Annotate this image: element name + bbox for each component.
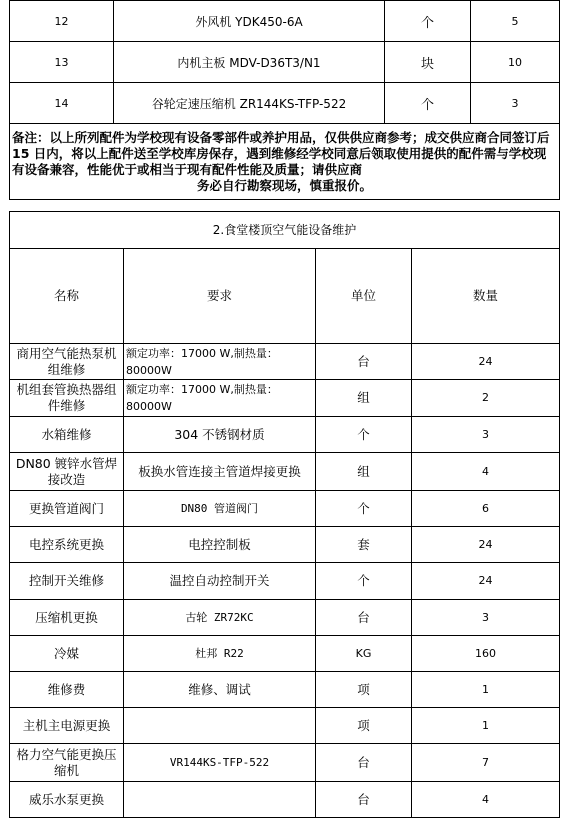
item-quantity: 2 <box>412 380 560 417</box>
item-name: 电控系统更换 <box>10 527 124 563</box>
part-quantity: 5 <box>471 1 560 42</box>
item-unit: 个 <box>316 563 412 600</box>
part-unit: 个 <box>385 1 471 42</box>
table-row <box>10 782 560 818</box>
part-quantity: 3 <box>471 83 560 124</box>
table-title: 2.食堂楼顶空气能设备维护 <box>10 212 560 249</box>
item-quantity: 24 <box>412 527 560 563</box>
item-quantity: 3 <box>412 417 560 453</box>
item-name: 商用空气能热泵机组维修 <box>10 344 124 380</box>
item-requirement: 维修、调试 <box>124 672 316 708</box>
item-requirement: 额定功率：17000 W,制热量：80000W <box>124 380 316 417</box>
table-row <box>10 527 560 563</box>
remarks-text-end: 务必自行勘察现场，慎重报价。 <box>196 177 372 193</box>
item-name: 压缩机更换 <box>10 600 124 636</box>
item-quantity: 7 <box>412 744 560 782</box>
table-row <box>10 380 560 417</box>
table-row <box>10 600 560 636</box>
part-quantity: 10 <box>471 42 560 83</box>
table-row <box>10 563 560 600</box>
part-name: 内机主板 MDV-D36T3/N1 <box>114 42 385 83</box>
item-unit: 台 <box>316 344 412 380</box>
table-row <box>10 83 560 124</box>
part-unit: 块 <box>385 42 471 83</box>
maintenance-table <box>9 211 560 818</box>
parts-table <box>9 0 560 200</box>
item-requirement <box>124 782 316 818</box>
table-row <box>10 417 560 453</box>
item-requirement: 304 不锈钢材质 <box>124 417 316 453</box>
table-row <box>10 344 560 380</box>
item-unit: 项 <box>316 708 412 744</box>
table-row <box>10 453 560 491</box>
item-name: 机组套管换热器组件维修 <box>10 380 124 417</box>
part-name: 谷轮定速压缩机 ZR144KS-TFP-522 <box>114 83 385 124</box>
header-requirement: 要求 <box>124 249 316 344</box>
item-name: 威乐水泵更换 <box>10 782 124 818</box>
item-requirement: 电控控制板 <box>124 527 316 563</box>
table-row <box>10 491 560 527</box>
table-row <box>10 744 560 782</box>
item-unit: 台 <box>316 600 412 636</box>
remarks-text: 备注：以上所列配件为学校现有设备零部件或养护用品，仅供供应商参考；成交供应商合同签订后 15 日内，将以上配件送至学校库房保存，遇到维修经学校同意后领取使用提供的配件需与学校现有设备兼容，性能优于或相当于现有配件性能及质量；请供应商 <box>12 129 550 177</box>
part-name: 外风机 YDK450-6A <box>114 1 385 42</box>
item-requirement: 古轮 ZR72KC <box>124 600 316 636</box>
note-row <box>10 124 560 200</box>
item-quantity: 1 <box>412 672 560 708</box>
item-quantity: 3 <box>412 600 560 636</box>
table-title-row <box>10 212 560 249</box>
item-quantity: 24 <box>412 563 560 600</box>
item-unit: 项 <box>316 672 412 708</box>
item-name: 格力空气能更换压缩机 <box>10 744 124 782</box>
item-quantity: 4 <box>412 453 560 491</box>
table-row <box>10 708 560 744</box>
row-number: 12 <box>10 1 114 42</box>
item-requirement <box>124 708 316 744</box>
item-unit: 组 <box>316 453 412 491</box>
header-name: 名称 <box>10 249 124 344</box>
item-name: 维修费 <box>10 672 124 708</box>
item-unit: 套 <box>316 527 412 563</box>
table-row <box>10 672 560 708</box>
table-header-row <box>10 249 560 344</box>
remarks-note <box>10 124 560 200</box>
item-requirement: 额定功率：17000 W,制热量：80000W <box>124 344 316 380</box>
item-requirement: VR144KS-TFP-522 <box>124 744 316 782</box>
table-row <box>10 636 560 672</box>
item-quantity: 4 <box>412 782 560 818</box>
item-unit: 台 <box>316 744 412 782</box>
item-requirement: 板换水管连接主管道焊接更换 <box>124 453 316 491</box>
item-quantity: 6 <box>412 491 560 527</box>
item-name: 控制开关维修 <box>10 563 124 600</box>
item-name: 冷媒 <box>10 636 124 672</box>
item-unit: 组 <box>316 380 412 417</box>
header-unit: 单位 <box>316 249 412 344</box>
item-requirement: DN80 管道阀门 <box>124 491 316 527</box>
item-requirement: 杜邦 R22 <box>124 636 316 672</box>
item-unit: KG <box>316 636 412 672</box>
header-quantity: 数量 <box>412 249 560 344</box>
part-unit: 个 <box>385 83 471 124</box>
table-row <box>10 42 560 83</box>
item-name: DN80 镀锌水管焊接改造 <box>10 453 124 491</box>
row-number: 14 <box>10 83 114 124</box>
item-unit: 台 <box>316 782 412 818</box>
item-quantity: 1 <box>412 708 560 744</box>
item-unit: 个 <box>316 417 412 453</box>
item-name: 水箱维修 <box>10 417 124 453</box>
item-quantity: 160 <box>412 636 560 672</box>
item-quantity: 24 <box>412 344 560 380</box>
row-number: 13 <box>10 42 114 83</box>
item-name: 主机主电源更换 <box>10 708 124 744</box>
table-row <box>10 1 560 42</box>
item-requirement: 温控自动控制开关 <box>124 563 316 600</box>
item-unit: 个 <box>316 491 412 527</box>
item-name: 更换管道阀门 <box>10 491 124 527</box>
